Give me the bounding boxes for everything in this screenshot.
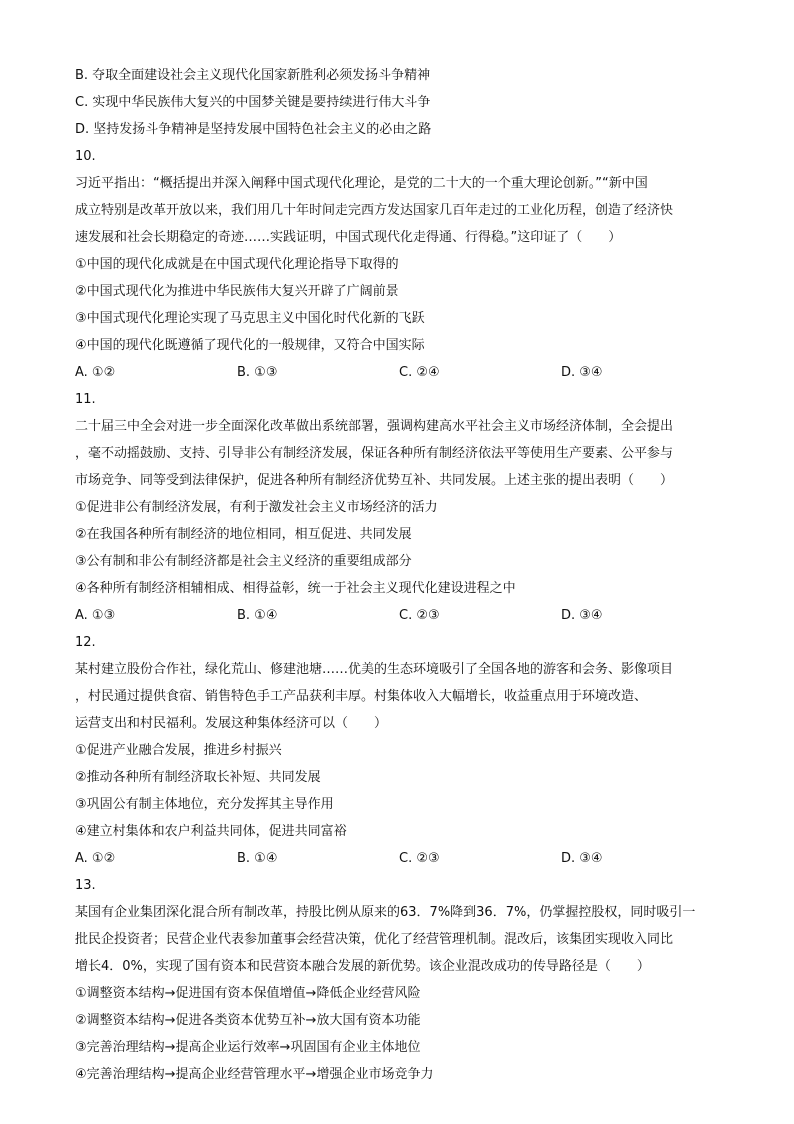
question-stem-line: ，毫不动摇鼓励、支持、引导非公有制经济发展，保证各种所有制经济依法平等使用生产要素、公平参与 [75, 446, 674, 461]
page-content [75, 62, 725, 1088]
question-stem-line: 二十届三中全会对进一步全面深化改革做出系统部署，强调构建高水平社会主义市场经济体制，全会提出 [75, 419, 674, 434]
statement-2: ②调整资本结构→促进各类资本优势互补→放大国有资本功能 [75, 1013, 421, 1028]
statement-4: ④各种所有制经济相辅相成、相得益彰，统一于社会主义现代化建设进程之中 [75, 581, 516, 596]
question-number: 11. [75, 392, 96, 407]
statement-3: ③完善治理结构→提高企业运行效率→巩固国有企业主体地位 [75, 1040, 421, 1055]
question-stem-line: 速发展和社会长期稳定的奇迹……实践证明，中国式现代化走得通、行得稳。”这印证了（ ） [75, 230, 622, 245]
question-stem-line: 习近平指出：“概括提出并深入阐释中国式现代化理论，是党的二十大的一个重大理论创新。”“新中国 [75, 176, 648, 191]
statement-4: ④建立村集体和农户利益共同体，促进共同富裕 [75, 824, 347, 839]
question-stem-line: 成立特别是改革开放以来，我们用几十年时间走完西方发达国家几百年走过的工业化历程，创造了经济快 [75, 203, 674, 218]
question-12 [75, 629, 725, 872]
option-d: D. ③④ [561, 608, 603, 623]
option-b: B. ①④ [237, 851, 278, 866]
option-b: B. ①③ [237, 365, 278, 380]
option-b: B. 夺取全面建设社会主义现代化国家新胜利必须发扬斗争精神 [75, 68, 431, 83]
question-number: 12. [75, 635, 96, 650]
option-b: B. ①④ [237, 608, 278, 623]
question-stem-line: 某村建立股份合作社，绿化荒山、修建池塘……优美的生态环境吸引了全国各地的游客和会务、影像项目 [75, 662, 674, 677]
option-d: D. 坚持发扬斗争精神是坚持发展中国特色社会主义的必由之路 [75, 122, 432, 137]
statement-2: ②在我国各种所有制经济的地位相同，相互促进、共同发展 [75, 527, 412, 542]
question-stem-line: 批民企投资者；民营企业代表参加董事会经营决策，优化了经营管理机制。混改后，该集团实现收入同比 [75, 932, 674, 947]
statement-4: ④完善治理结构→提高企业经营管理水平→增强企业市场竞争力 [75, 1067, 434, 1082]
option-a: A. ①② [75, 365, 116, 380]
statement-3: ③公有制和非公有制经济都是社会主义经济的重要组成部分 [75, 554, 412, 569]
question-stem-line: 某国有企业集团深化混合所有制改革，持股比例从原来的63．7%降到36．7%，仍掌握控股权，同时吸引一 [75, 905, 696, 920]
option-c: C. ②④ [399, 365, 440, 380]
option-c: C. ②③ [399, 608, 440, 623]
statement-3: ③巩固公有制主体地位，充分发挥其主导作用 [75, 797, 334, 812]
statement-3: ③中国式现代化理论实现了马克思主义中国化时代化新的飞跃 [75, 311, 425, 326]
option-c: C. ②③ [399, 851, 440, 866]
question-stem-line: 增长4．0%，实现了国有资本和民营资本融合发展的新优势。该企业混改成功的传导路径是（ ） [75, 959, 650, 974]
question-stem-line: 市场竞争、同等受到法律保护，促进各种所有制经济优势互补、共同发展。上述主张的提出表明（ ） [75, 473, 674, 488]
answer-options [75, 845, 725, 872]
option-c: C. 实现中华民族伟大复兴的中国梦关键是要持续进行伟大斗争 [75, 95, 431, 110]
statement-1: ①调整资本结构→促进国有资本保值增值→降低企业经营风险 [75, 986, 421, 1001]
question-number: 10. [75, 149, 96, 164]
question-stem-line: 运营支出和村民福利。发展这种集体经济可以（ ） [75, 716, 388, 731]
answer-options [75, 359, 725, 386]
question-number: 13. [75, 878, 96, 893]
statement-1: ①促进产业融合发展，推进乡村振兴 [75, 743, 282, 758]
answer-options [75, 602, 725, 629]
question-9-tail [75, 62, 725, 143]
question-10 [75, 143, 725, 386]
question-stem-line: ，村民通过提供食宿、销售特色手工产品获利丰厚。村集体收入大幅增长，收益重点用于环境改造、 [75, 689, 648, 704]
statement-1: ①促进非公有制经济发展，有利于激发社会主义市场经济的活力 [75, 500, 438, 515]
statement-4: ④中国的现代化既遵循了现代化的一般规律，又符合中国实际 [75, 338, 425, 353]
statement-1: ①中国的现代化成就是在中国式现代化理论指导下取得的 [75, 257, 399, 272]
statement-2: ②推动各种所有制经济取长补短、共同发展 [75, 770, 321, 785]
option-a: A. ①② [75, 851, 116, 866]
question-13 [75, 872, 725, 1088]
question-11 [75, 386, 725, 629]
statement-2: ②中国式现代化为推进中华民族伟大复兴开辟了广阔前景 [75, 284, 399, 299]
option-d: D. ③④ [561, 365, 603, 380]
option-a: A. ①③ [75, 608, 116, 623]
option-d: D. ③④ [561, 851, 603, 866]
